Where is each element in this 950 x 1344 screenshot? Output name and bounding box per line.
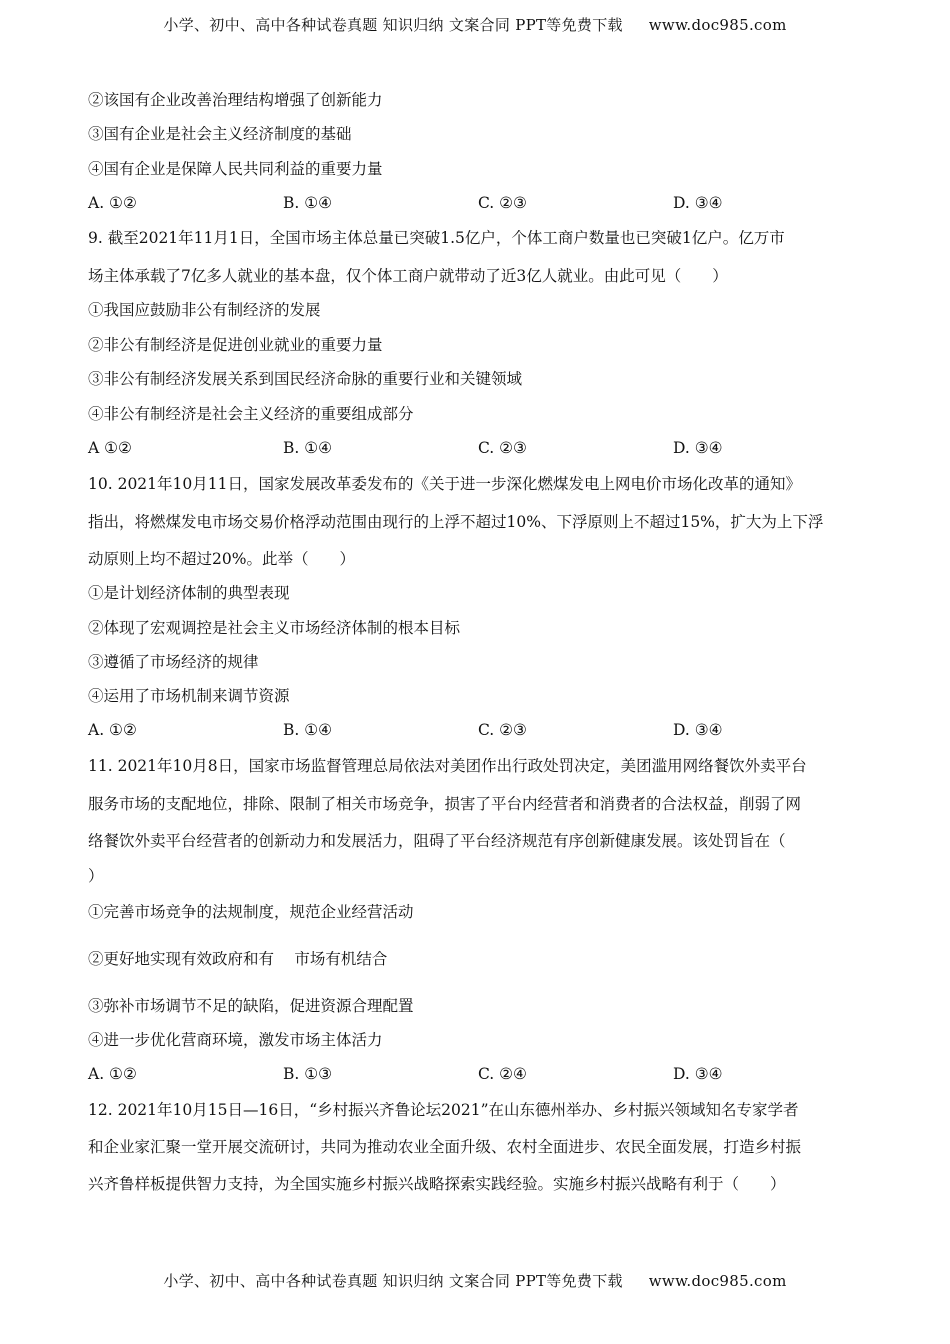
q10-option-a: A. ①② (88, 721, 137, 739)
q11-option-d: D. ③④ (673, 1065, 723, 1083)
q10-option-d: D. ③④ (673, 721, 723, 739)
q9-item-4: ④非公有制经济是社会主义经济的重要组成部分 (88, 405, 414, 423)
q9-option-c: C. ②③ (478, 439, 527, 457)
footer-site[interactable]: www.doc985.com (648, 1272, 787, 1290)
q10-item-2: ②体现了宏观调控是社会主义市场经济体制的根本目标 (88, 619, 461, 637)
q11-options (88, 1062, 868, 1086)
page-footer (0, 1270, 950, 1291)
q9-option-d: D. ③④ (673, 439, 723, 457)
q11-stem-line-1: 11. 2021年10月8日，国家市场监督管理总局依法对美团作出行政处罚决定，美团滥用网络餐饮外卖平台 (88, 757, 807, 775)
page-header (0, 14, 950, 35)
q8-item-2: ②该国有企业改善治理结构增强了创新能力 (88, 91, 383, 109)
q10-stem-line-3: 动原则上均不超过20%。此举（ ） (88, 550, 355, 568)
q8-option-a: A. ①② (88, 194, 137, 212)
q9-stem-line-1: 9. 截至2021年11月1日，全国市场主体总量已突破1.5亿户，个体工商户数量也已突破1亿户。亿万市 (88, 229, 785, 247)
q11-option-b: B. ①③ (283, 1065, 333, 1083)
q8-option-c: C. ②③ (478, 194, 527, 212)
q9-option-a: A ①② (88, 439, 132, 457)
q8-option-b: B. ①④ (283, 194, 333, 212)
q9-options (88, 436, 868, 460)
q8-options (88, 191, 868, 215)
q11-stem-line-3: 络餐饮外卖平台经营者的创新动力和发展活力，阻碍了平台经济规范有序创新健康发展。该处罚旨在（ (88, 832, 786, 850)
q10-stem-line-1: 10. 2021年10月11日，国家发展改革委发布的《关于进一步深化燃煤发电上网电价市场化改革的通知》 (88, 475, 801, 493)
q10-item-4: ④运用了市场机制来调节资源 (88, 687, 290, 705)
q9-item-3: ③非公有制经济发展关系到国民经济命脉的重要行业和关键领域 (88, 370, 523, 388)
footer-text: 小学、初中、高中各种试卷真题 知识归纳 文案合同 PPT等免费下载 (163, 1272, 623, 1290)
q11-item-2: ②更好地实现有效政府和有 市场有机结合 (88, 950, 388, 968)
q12-stem-line-1: 12. 2021年10月15日—16日，“乡村振兴齐鲁论坛2021”在山东德州举办、乡村振兴领域知名专家学者 (88, 1101, 799, 1119)
q9-item-2: ②非公有制经济是促进创业就业的重要力量 (88, 336, 383, 354)
q10-option-b: B. ①④ (283, 721, 333, 739)
q9-option-b: B. ①④ (283, 439, 333, 457)
q11-stem-line-2: 服务市场的支配地位，排除、限制了相关市场竞争，损害了平台内经营者和消费者的合法权益，削弱了网 (88, 795, 802, 813)
header-site[interactable]: www.doc985.com (648, 16, 787, 34)
q10-item-1: ①是计划经济体制的典型表现 (88, 584, 290, 602)
q11-item-4: ④进一步优化营商环境，激发市场主体活力 (88, 1031, 383, 1049)
q11-item-3: ③弥补市场调节不足的缺陷，促进资源合理配置 (88, 997, 414, 1015)
header-text: 小学、初中、高中各种试卷真题 知识归纳 文案合同 PPT等免费下载 (163, 16, 623, 34)
q12-stem-line-2: 和企业家汇聚一堂开展交流研讨，共同为推动农业全面升级、农村全面进步、农民全面发展，打造乡村振 (88, 1138, 802, 1156)
q11-item-1: ①完善市场竞争的法规制度，规范企业经营活动 (88, 903, 414, 921)
q9-item-1: ①我国应鼓励非公有制经济的发展 (88, 301, 321, 319)
q8-item-4: ④国有企业是保障人民共同利益的重要力量 (88, 160, 383, 178)
q10-option-c: C. ②③ (478, 721, 527, 739)
q12-stem-line-3: 兴齐鲁样板提供智力支持，为全国实施乡村振兴战略探索实践经验。实施乡村振兴战略有利于（ ） (88, 1175, 786, 1193)
q11-option-c: C. ②④ (478, 1065, 527, 1083)
q9-stem-line-2: 场主体承载了7亿多人就业的基本盘，仅个体工商户就带动了近3亿人就业。由此可见（ ） (88, 267, 728, 285)
q8-option-d: D. ③④ (673, 194, 723, 212)
q10-item-3: ③遵循了市场经济的规律 (88, 653, 259, 671)
q11-option-a: A. ①② (88, 1065, 137, 1083)
q8-item-3: ③国有企业是社会主义经济制度的基础 (88, 125, 352, 143)
q10-options (88, 718, 868, 742)
q11-stem-line-4: ） (88, 867, 104, 885)
q10-stem-line-2: 指出，将燃煤发电市场交易价格浮动范围由现行的上浮不超过10%、下浮原则上不超过15%，扩大为上下浮 (88, 513, 824, 531)
